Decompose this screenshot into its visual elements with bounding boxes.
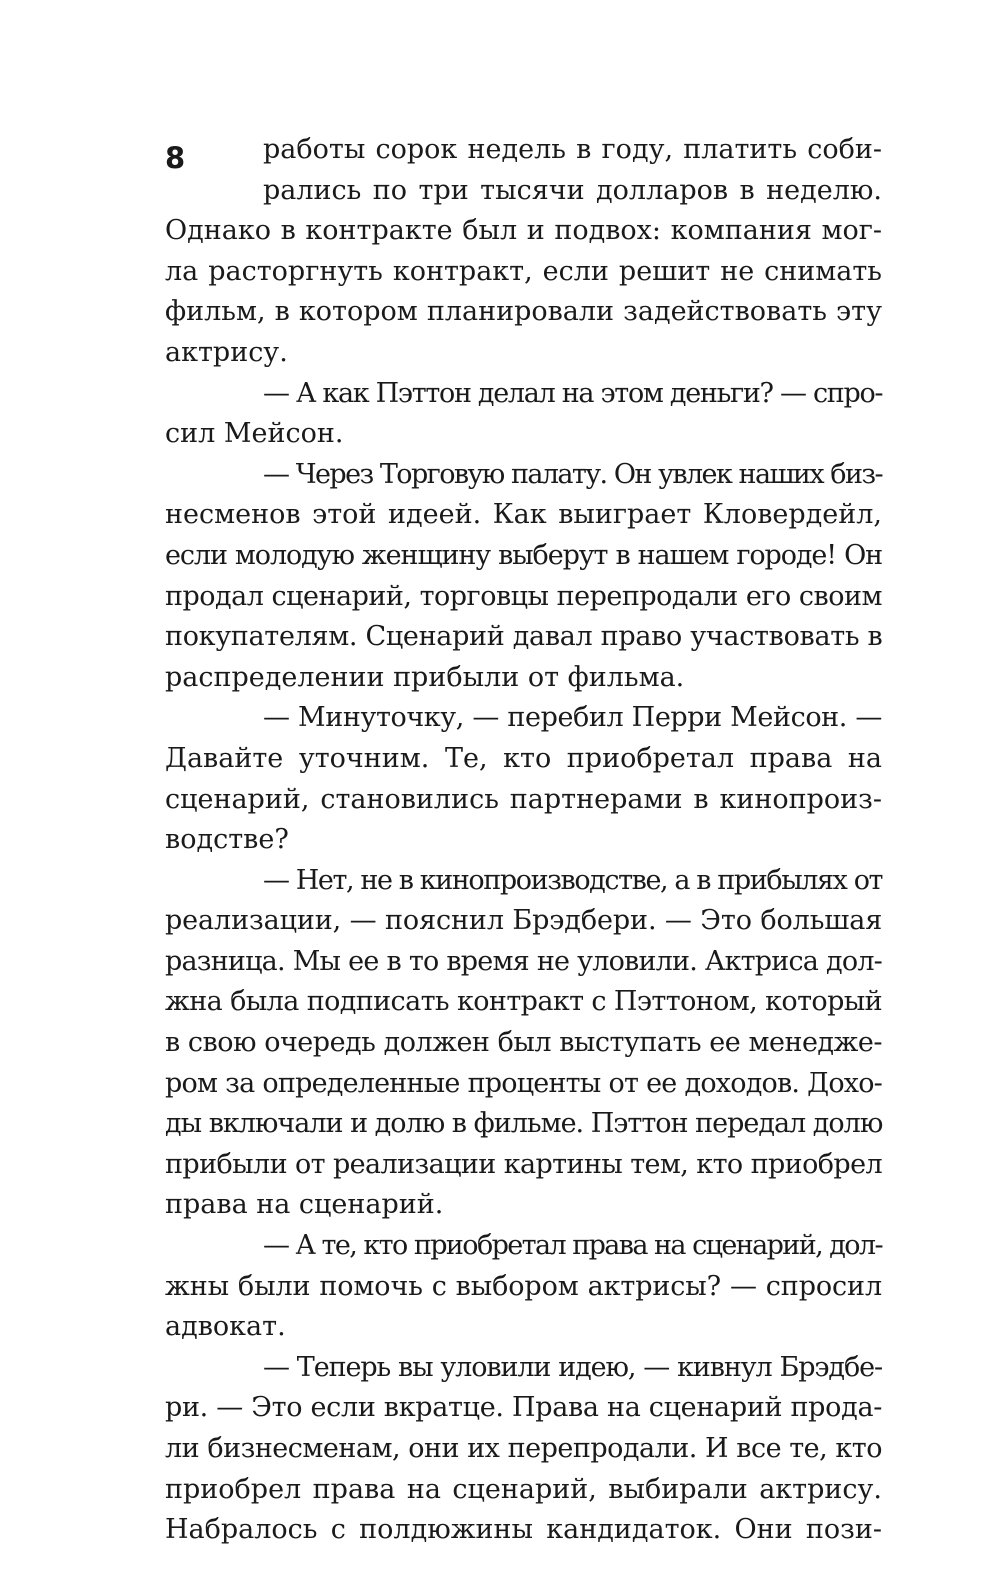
text-line: покупателям. Сценарий давал право участвовать в [165,621,883,653]
text-line: ды включали и долю в фильме. Пэттон передал долю [165,1108,883,1140]
page-number: 8 [165,141,186,175]
text-line: сил Мейсон. [165,418,344,450]
text-line: в свою очередь должен был выступать ее менедже- [165,1027,882,1059]
text-line: приобрел права на сценарий, выбирали актрису. [165,1473,882,1505]
text-line: работы сорок недель в году, платить соби- [263,134,882,165]
text-line: Давайте уточним. Те, кто приобретал права на [165,742,882,774]
text-line: фильм, в котором планировали задействовать эту [165,296,882,328]
text-line: реализации, — пояснил Брэдбери. — Это большая [165,905,883,937]
text-line: адвокат. [165,1311,286,1343]
text-line: продал сценарий, торговцы перепродали его своим [165,580,882,612]
text-line: ри. — Это если вкратце. Права на сценарий прода- [165,1392,883,1424]
text-line: Набралось с полдюжины кандидаток. Они пози- [165,1514,882,1546]
text-line: — Нет, не в кинопроизводстве, а в прибылях от [263,864,883,896]
text-line: — Минуточку, — перебил Перри Мейсон. — [263,702,882,734]
text-line: — Теперь вы уловили идею, — кивнул Брэдбе- [263,1351,882,1383]
text-line: ли бизнесменам, они их перепродали. И все те, кто [165,1433,882,1464]
text-line: Однако в контракте был и подвох: компания мог- [165,215,882,247]
text-line: прибыли от реализации картины тем, кто приобрел [165,1148,882,1180]
text-line: ла расторгнуть контракт, если решит не снимать [165,255,882,287]
text-line: если молодую женщину выберут в нашем городе! Он [165,539,882,571]
text-line: жны были помочь с выбором актрисы? — спросил [165,1270,882,1302]
text-line: — Через Торговую палату. Он увлек наших биз- [263,458,882,490]
text-line: рались по три тысячи долларов в неделю. [263,174,882,206]
text-line: распределении прибыли от фильма. [165,661,685,693]
body-text [165,130,882,1551]
text-line: права на сценарий. [165,1189,444,1221]
text-line: — А те, кто приобретал права на сценарий, дол- [263,1230,882,1262]
text-line: жна была подписать контракт с Пэттоном, который [165,986,883,1018]
text-line: разница. Мы ее в то время не уловили. Актриса дол- [165,945,882,977]
text-line: водстве? [165,824,289,856]
text-line: несменов этой идеей. Как выиграет Кловердейл, [165,499,882,531]
text-line: актрису. [165,336,288,368]
text-line: — А как Пэттон делал на этом деньги? — спро- [263,377,883,409]
text-line: ром за определенные проценты от ее доходов. Дохо- [165,1067,882,1099]
text-line: сценарий, становились партнерами в кинопроиз- [165,783,882,815]
